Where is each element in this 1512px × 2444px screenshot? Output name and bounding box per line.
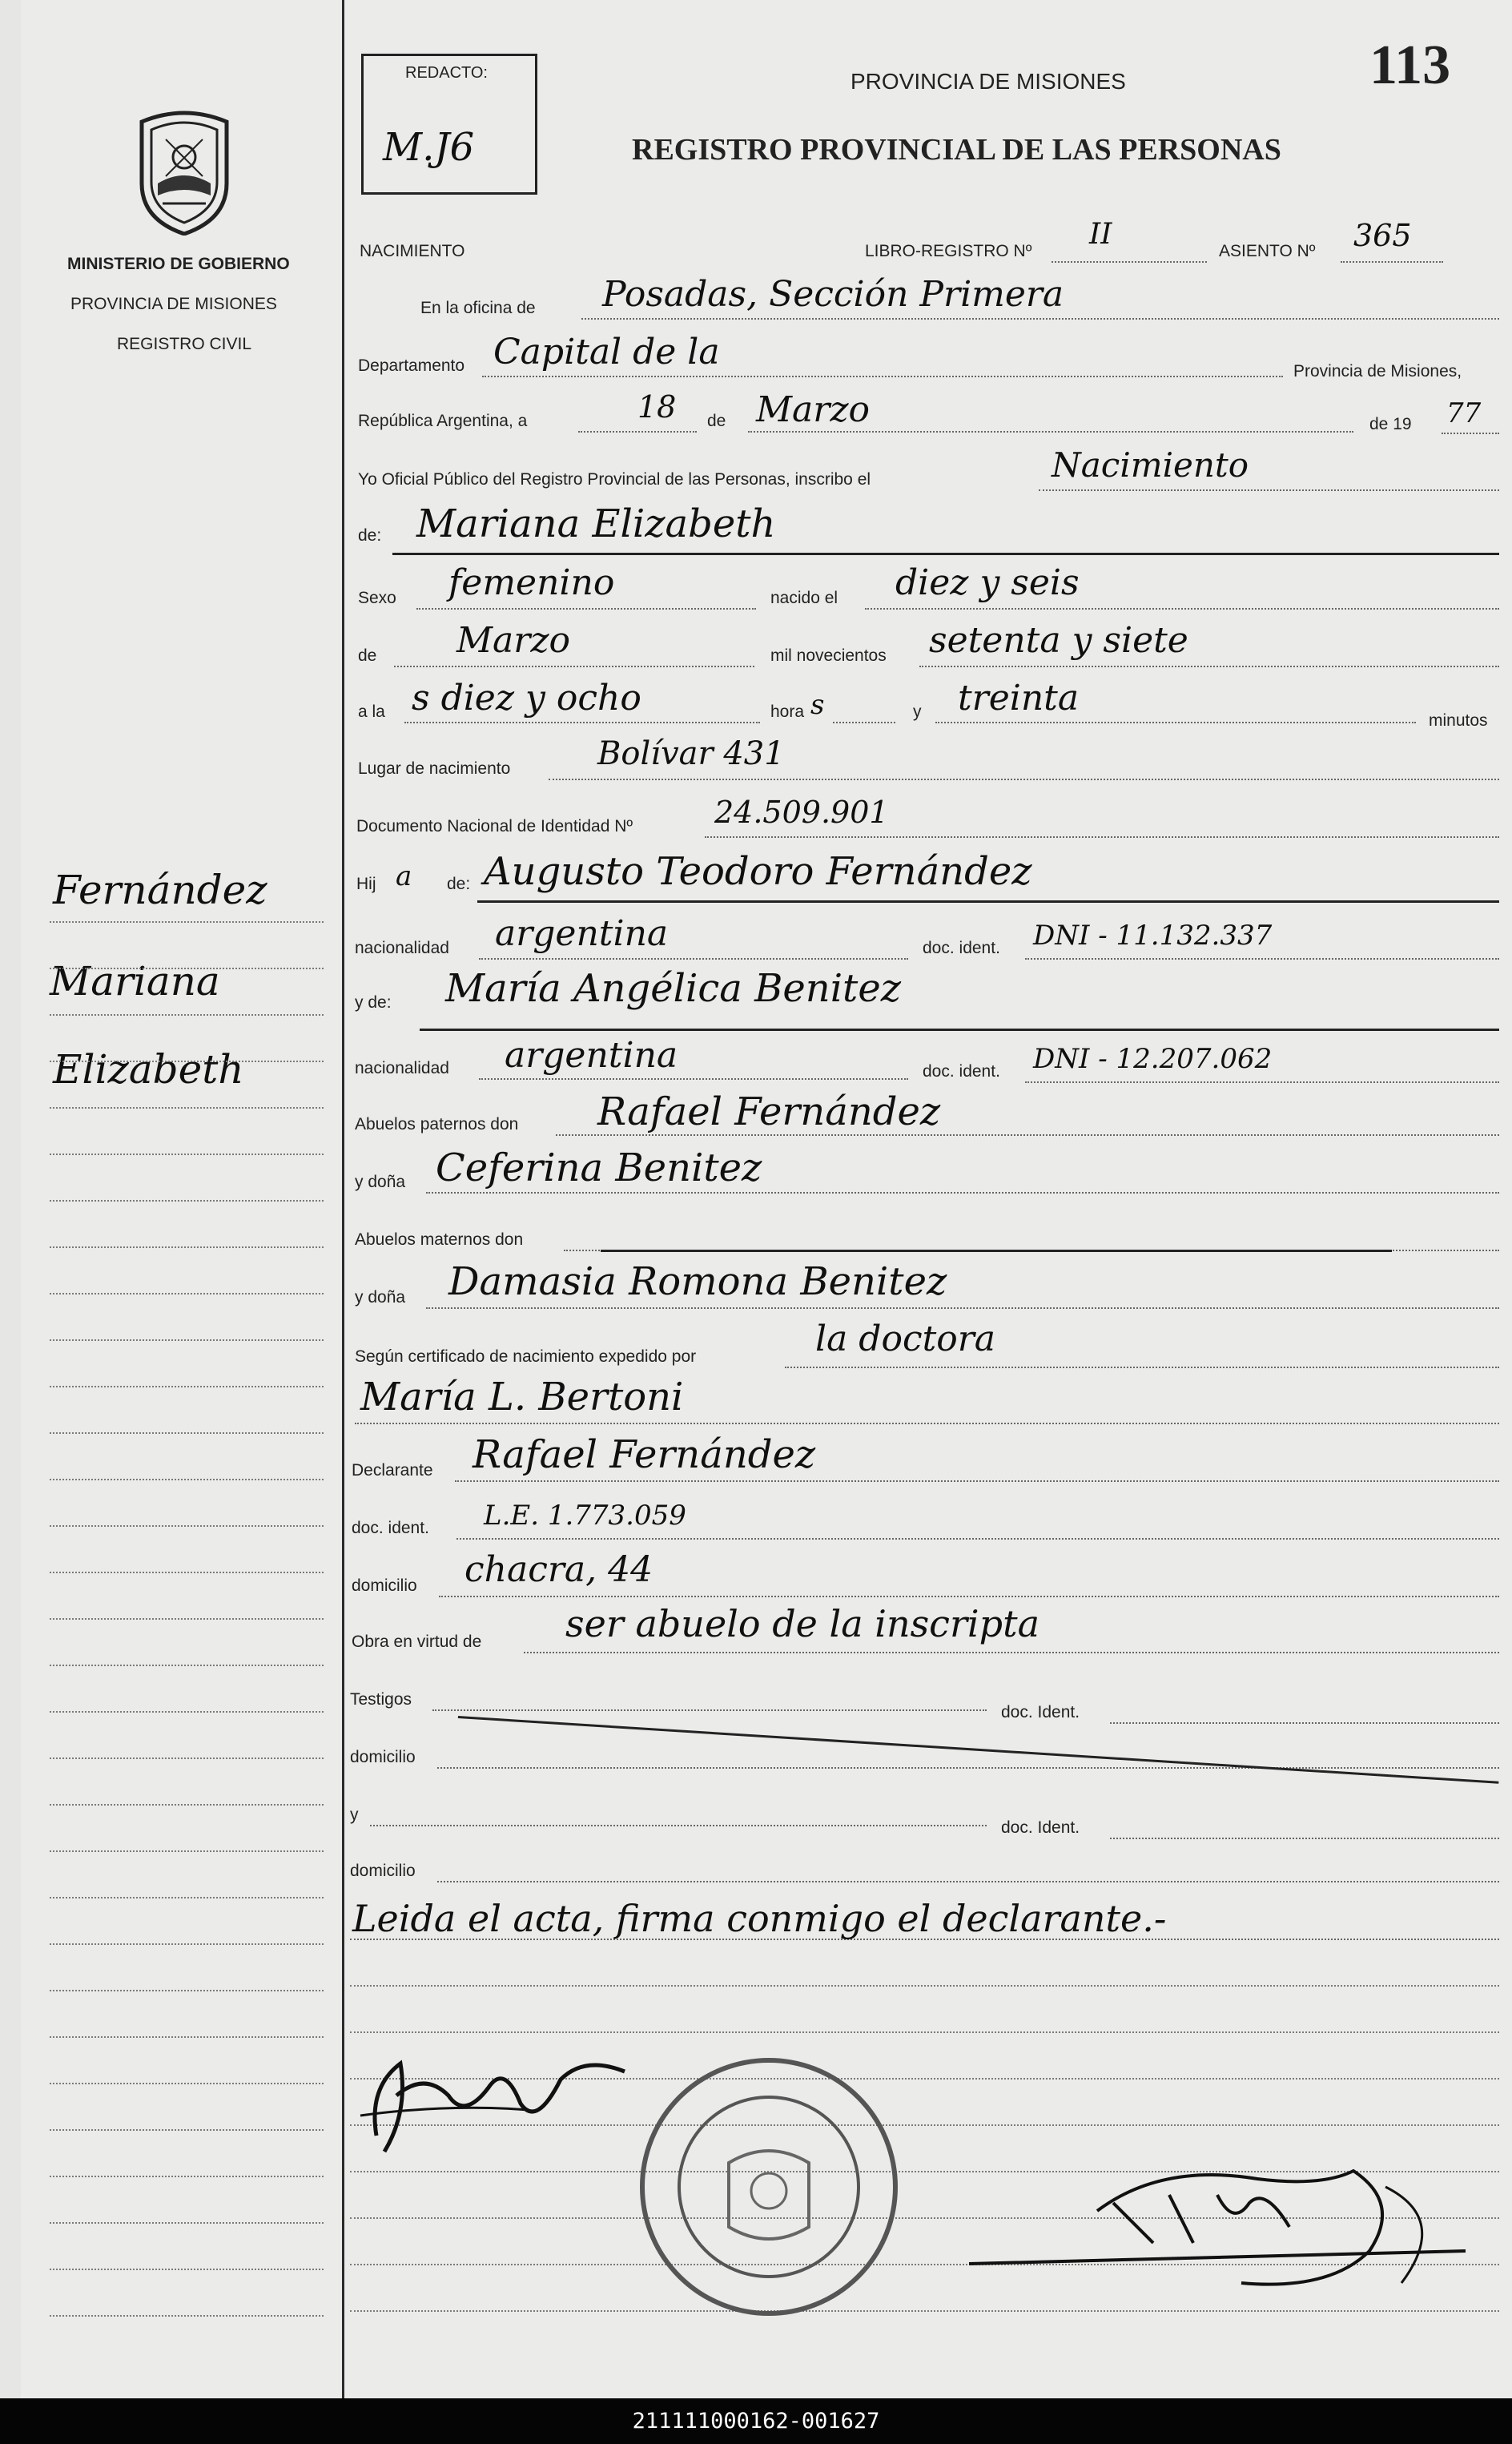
nac2-label: nacionalidad	[355, 1059, 449, 1077]
provincial-seal-icon	[134, 107, 235, 236]
month-value: Marzo	[756, 389, 870, 430]
hour-value: s diez y ocho	[412, 678, 641, 719]
year-line	[1442, 433, 1499, 434]
birth-month-value: Marzo	[456, 620, 570, 661]
declarante-label: Declarante	[352, 1461, 433, 1480]
min-value: treinta	[958, 678, 1080, 719]
page-number: 113	[1369, 34, 1451, 96]
margin-ruled-line	[50, 1154, 324, 1155]
margin-ruled-line	[50, 1572, 324, 1573]
day-value: 18	[637, 389, 677, 425]
margin-ruled-line	[50, 1525, 324, 1527]
y2-label: y	[350, 1806, 359, 1824]
nacido-label: nacido el	[770, 589, 838, 607]
name-value: Mariana Elizabeth	[416, 501, 776, 546]
doc2-label: doc. ident.	[923, 1062, 1000, 1081]
certificate-page	[21, 0, 1512, 2398]
docid-line	[456, 1538, 1499, 1540]
libro-line	[1052, 261, 1207, 263]
ydona2-label: y doña	[355, 1288, 406, 1307]
min-line	[935, 722, 1416, 723]
lugar-line	[549, 779, 1499, 780]
y-label: y	[913, 703, 922, 721]
margin-ruled-line	[50, 2222, 324, 2224]
margin-ruled-line	[50, 2083, 324, 2084]
departamento-label: Departamento	[358, 356, 465, 375]
horas-line	[833, 722, 895, 723]
margin-ruled-line	[50, 1804, 324, 1806]
mil-label: mil novecientos	[770, 646, 887, 665]
month-line	[748, 431, 1353, 433]
docid-value: L.E. 1.773.059	[484, 1500, 686, 1532]
testigos-label: Testigos	[350, 1690, 412, 1709]
segun-value: la doctora	[815, 1319, 996, 1359]
testigos-dom-label: domicilio	[350, 1748, 416, 1766]
doc1-line	[1025, 958, 1499, 960]
lugar-label: Lugar de nacimiento	[358, 759, 511, 778]
father-line	[477, 900, 1499, 903]
dni-line	[705, 836, 1499, 838]
declarante-line	[455, 1480, 1499, 1482]
margin-ruled-line	[50, 1339, 324, 1341]
margin-second-name: Elizabeth	[53, 1046, 244, 1093]
domicilio-line	[439, 1596, 1499, 1597]
ab-pat2-value: Ceferina Benitez	[436, 1145, 762, 1190]
doc1-label: doc. ident.	[923, 939, 1000, 957]
footer-bar	[0, 2398, 1512, 2444]
ala-label: a la	[358, 703, 385, 721]
nacimiento-label: NACIMIENTO	[360, 242, 465, 260]
ab-pat-line	[556, 1134, 1499, 1136]
margin-ruled-line	[50, 1432, 324, 1434]
father-value: Augusto Teodoro Fernández	[484, 849, 1032, 894]
mother-line	[420, 1029, 1499, 1031]
doctor-value: María L. Bertoni	[360, 1375, 684, 1419]
domicilio-label: domicilio	[352, 1576, 417, 1595]
ab-mat2-value: Damasia Romona Benitez	[448, 1259, 947, 1304]
ab-mat2-line	[426, 1307, 1499, 1309]
sexo-line	[416, 608, 756, 610]
sidebar-province: PROVINCIA DE MISIONES	[70, 295, 277, 313]
margin-ruled-line	[50, 1618, 324, 1620]
margin-ruled-line	[50, 1386, 324, 1387]
oficial-value: Nacimiento	[1052, 445, 1249, 485]
de3-label: de	[358, 646, 377, 665]
oficial-label: Yo Oficial Público del Registro Provincial de las Personas, inscribo el	[358, 470, 871, 489]
declarante-value: Rafael Fernández	[472, 1432, 816, 1477]
mil-value: setenta y siete	[929, 620, 1188, 661]
doc1-value: DNI - 11.132.337	[1033, 920, 1273, 952]
segun-label: Según certificado de nacimiento expedido por	[355, 1347, 697, 1366]
redacto-label: REDACTO:	[405, 64, 488, 82]
margin-ruled-line	[50, 1014, 324, 1016]
margin-ruled-line	[50, 1293, 324, 1294]
departamento-value: Capital de la	[493, 332, 720, 372]
margin-ruled-line	[50, 2269, 324, 2270]
margin-ruled-line	[50, 1850, 324, 1852]
ab-mat-label: Abuelos maternos don	[355, 1230, 524, 1249]
oficina-value: Posadas, Sección Primera	[602, 274, 1064, 315]
horas-suffix: s	[810, 689, 825, 721]
oficina-line	[581, 318, 1499, 320]
margin-ruled-line	[50, 968, 324, 969]
margin-ruled-line	[50, 1246, 324, 1248]
margin-ruled-line	[50, 1711, 324, 1713]
obra-value: ser abuelo de la inscripta	[565, 1602, 1040, 1645]
asiento-value: 365	[1353, 218, 1412, 253]
year-label: de 19	[1369, 415, 1412, 433]
ab-pat-value: Rafael Fernández	[597, 1089, 941, 1134]
sexo-value: femenino	[448, 562, 615, 603]
margin-ruled-line	[50, 921, 324, 923]
margin-first-name: Mariana	[50, 958, 220, 1005]
sexo-label: Sexo	[358, 589, 396, 607]
yde-label: y de:	[355, 993, 392, 1012]
asiento-label: ASIENTO Nº	[1219, 242, 1316, 260]
nac1-line	[479, 958, 908, 960]
margin-ruled-line	[50, 2176, 324, 2177]
declarant-signature-icon	[352, 2039, 641, 2160]
libro-label: LIBRO-REGISTRO Nº	[865, 242, 1032, 260]
testigos-dom-line	[437, 1767, 1499, 1769]
de2-label: de:	[358, 526, 382, 545]
hij-label: Hij	[356, 875, 376, 893]
nac2-line	[479, 1078, 908, 1080]
sidebar-ministry: MINISTERIO DE GOBIERNO	[67, 255, 290, 273]
mil-line	[919, 666, 1499, 667]
oficial-line	[1039, 489, 1499, 491]
margin-divider	[342, 0, 344, 2398]
margin-ruled-line	[50, 1665, 324, 1666]
margin-ruled-line	[50, 1758, 324, 1759]
horas-label: hora	[770, 703, 805, 721]
margin-ruled-line	[50, 1990, 324, 1991]
ab-mat-strike	[601, 1250, 1392, 1252]
header-province: PROVINCIA DE MISIONES	[850, 69, 1126, 94]
ydona1-label: y doña	[355, 1173, 406, 1191]
nac1-value: argentina	[495, 913, 669, 954]
provincia-label: Provincia de Misiones,	[1293, 362, 1462, 380]
doc2-line	[1025, 1081, 1499, 1083]
margin-ruled-line	[50, 1897, 324, 1898]
y2-doc-label: doc. Ident.	[1001, 1818, 1080, 1837]
margin-ruled-line	[50, 1479, 324, 1480]
minutos-label: minutos	[1429, 711, 1488, 730]
departamento-line	[482, 376, 1283, 377]
y2-line	[370, 1825, 987, 1826]
de-label: de	[707, 412, 726, 430]
sidebar-registry: REGISTRO CIVIL	[117, 335, 252, 353]
republica-label: República Argentina, a	[358, 412, 528, 430]
dni-value: 24.509.901	[714, 795, 889, 830]
docid-label: doc. ident.	[352, 1519, 429, 1537]
year-value: 77	[1446, 397, 1482, 429]
margin-ruled-line	[50, 2129, 324, 2131]
y2-dom-label: domicilio	[350, 1862, 416, 1880]
hij-de-label: de:	[447, 875, 471, 893]
ab-pat2-line	[426, 1192, 1499, 1194]
margin-ruled-line	[50, 1107, 324, 1109]
testigos-doc-label: doc. Ident.	[1001, 1703, 1080, 1721]
doctor-line	[355, 1423, 1499, 1424]
record-ruled-line	[350, 1985, 1499, 1987]
name-line	[392, 553, 1499, 555]
y2-doc-line	[1110, 1838, 1499, 1839]
margin-ruled-line	[50, 2315, 324, 2317]
obra-label: Obra en virtud de	[352, 1633, 482, 1651]
nac2-value: argentina	[505, 1035, 678, 1076]
nacido-value: diez y seis	[895, 562, 1080, 603]
doc2-value: DNI - 12.207.062	[1033, 1043, 1273, 1075]
domicilio-value: chacra, 44	[464, 1549, 653, 1590]
asiento-line	[1341, 261, 1443, 263]
hij-suffix: a	[396, 860, 412, 892]
testigos-doc-line	[1110, 1722, 1499, 1724]
margin-surname: Fernández	[53, 867, 267, 913]
redacto-value: M.J6	[383, 125, 475, 170]
official-signature-icon	[953, 2155, 1482, 2315]
margin-ruled-line	[50, 1061, 324, 1062]
mother-value: María Angélica Benitez	[445, 966, 902, 1011]
margin-ruled-line	[50, 2036, 324, 2038]
closing-value: Leida el acta, firma conmigo el declarante.-	[352, 1897, 1167, 1940]
oficina-label: En la oficina de	[420, 299, 536, 317]
official-stamp-icon	[633, 2043, 905, 2331]
dni-label: Documento Nacional de Identidad Nº	[356, 817, 633, 835]
libro-value: II	[1089, 218, 1112, 251]
redacto-box	[361, 54, 537, 195]
day-line	[578, 431, 697, 433]
lugar-value: Bolívar 431	[597, 735, 785, 772]
testigos-line	[432, 1709, 987, 1711]
margin-ruled-line	[50, 1943, 324, 1945]
y2-dom-line	[437, 1881, 1499, 1882]
nacido-line	[865, 608, 1499, 610]
footer-identifier: 211111000162-001627	[632, 2409, 880, 2434]
segun-line	[785, 1367, 1499, 1368]
record-ruled-line	[350, 2031, 1499, 2033]
hour-line	[404, 722, 760, 723]
nac1-label: nacionalidad	[355, 939, 449, 957]
margin-ruled-line	[50, 1200, 324, 1202]
header-title: REGISTRO PROVINCIAL DE LAS PERSONAS	[632, 133, 1281, 167]
obra-line	[524, 1652, 1499, 1653]
birth-month-line	[394, 666, 754, 667]
ab-pat-label: Abuelos paternos don	[355, 1115, 519, 1133]
